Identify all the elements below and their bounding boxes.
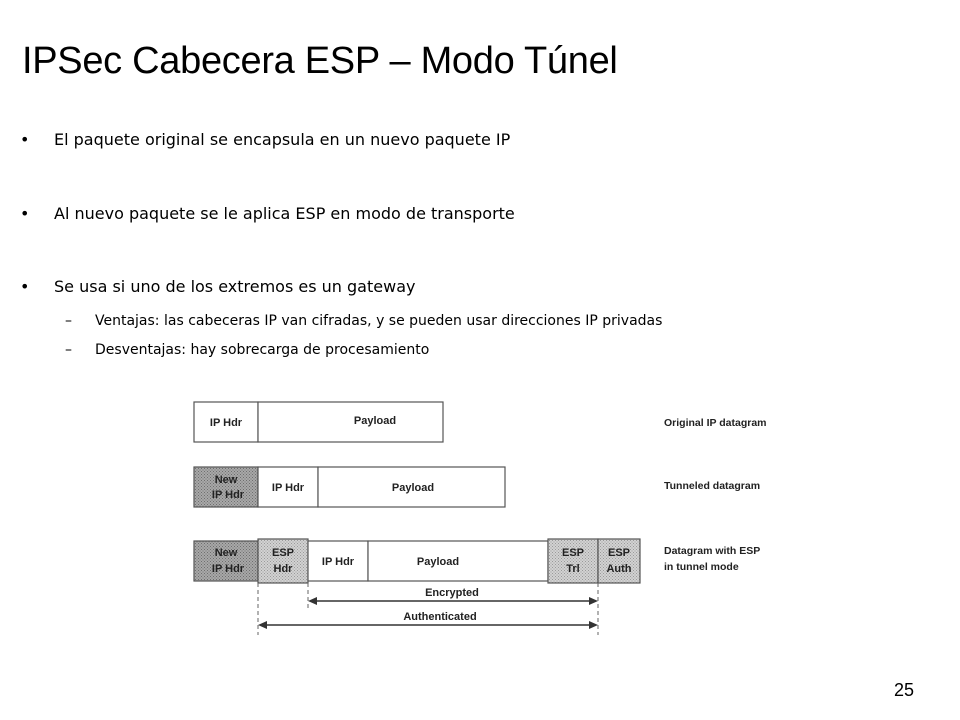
- encrypted-span: [308, 587, 598, 605]
- esp-auth-cell: [598, 539, 640, 583]
- original-datagram-row: [194, 402, 767, 442]
- slide-title: IPSec Cabecera ESP – Modo Túnel: [22, 40, 618, 82]
- subbullet-text: Ventajas: las cabeceras IP van cifradas, y se pueden usar direcciones IP privadas: [95, 313, 663, 329]
- esp-tunnel-diagram: [180, 390, 800, 640]
- esp-label: ESP: [607, 547, 631, 559]
- auth-label: Auth: [606, 563, 632, 575]
- trl-label: Trl: [566, 563, 580, 575]
- bullet-text: Al nuevo paquete se le aplica ESP en modo de transporte: [54, 204, 515, 223]
- new-ip-hdr-cell: [194, 467, 258, 507]
- esp-datagram-desc-line1: Datagram with ESP: [664, 545, 761, 557]
- page-number: 25: [893, 680, 914, 700]
- bullet-text: El paquete original se encapsula en un nuevo paquete IP: [54, 130, 511, 149]
- payload-label: Payload: [416, 556, 460, 568]
- new-label: New: [214, 474, 238, 486]
- bullet-marker: •: [20, 277, 30, 296]
- payload-label: Payload: [391, 482, 435, 494]
- authenticated-span: [258, 611, 598, 629]
- ip-hdr-label: IP Hdr: [271, 482, 305, 494]
- original-datagram-desc: Original IP datagram: [664, 417, 767, 429]
- bullet-text: Se usa si uno de los extremos es un gateway: [54, 277, 416, 296]
- subbullet-marker: –: [65, 313, 72, 329]
- tunneled-datagram-row: [194, 467, 760, 507]
- bullet-marker: •: [20, 204, 30, 223]
- subbullet-marker: –: [65, 342, 72, 358]
- ip-hdr-label: IP Hdr: [211, 563, 245, 575]
- new-label: New: [214, 547, 238, 559]
- ip-hdr-label: IP Hdr: [209, 417, 243, 429]
- payload-cell: [258, 402, 443, 442]
- esp-label: ESP: [271, 547, 295, 559]
- authenticated-label: Authenticated: [403, 611, 477, 623]
- subbullet-text: Desventajas: hay sobrecarga de procesamiento: [95, 342, 430, 358]
- esp-hdr-cell: [258, 539, 308, 583]
- tunneled-datagram-desc: Tunneled datagram: [664, 480, 761, 492]
- ip-hdr-label: IP Hdr: [211, 489, 245, 501]
- esp-datagram-desc-line2: in tunnel mode: [664, 561, 739, 573]
- bullet-marker: •: [20, 130, 30, 149]
- hdr-label: Hdr: [273, 563, 293, 575]
- ip-hdr-label: IP Hdr: [321, 556, 355, 568]
- encrypted-label: Encrypted: [425, 587, 479, 599]
- esp-trl-cell: [548, 539, 598, 583]
- esp-datagram-row: [194, 539, 760, 583]
- esp-label: ESP: [561, 547, 585, 559]
- payload-label: Payload: [353, 415, 397, 427]
